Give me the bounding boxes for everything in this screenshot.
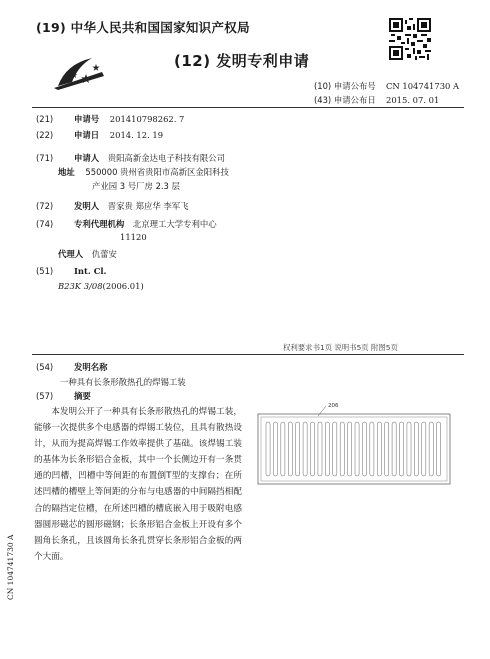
publication-number-value: CN 104741730 A bbox=[386, 81, 460, 91]
inventors bbox=[36, 200, 189, 212]
inventors-value: 晋家贵 郑应华 李军飞 bbox=[107, 201, 189, 211]
slot bbox=[311, 422, 315, 476]
figure-leader-line bbox=[318, 406, 326, 416]
publication-date bbox=[314, 94, 439, 106]
slot bbox=[325, 422, 329, 476]
header-divider bbox=[32, 107, 464, 108]
publication-date-value: 2015. 07. 01 bbox=[386, 95, 440, 105]
patent-agency-label: 专利代理机构 bbox=[74, 219, 125, 229]
applicant-value: 贵阳高新金达电子科技有限公司 bbox=[107, 153, 226, 163]
application-date bbox=[36, 129, 163, 141]
qr-code bbox=[389, 18, 431, 60]
agent bbox=[58, 248, 117, 260]
document-type: (12) 发明专利申请 bbox=[174, 52, 310, 70]
slot bbox=[318, 422, 322, 476]
application-date-code: (22) bbox=[36, 130, 54, 140]
application-number-label: 申请号 bbox=[74, 114, 100, 124]
slot bbox=[362, 422, 366, 476]
slot bbox=[266, 422, 270, 476]
slot bbox=[370, 422, 374, 476]
application-number-value: 201410798262. 7 bbox=[109, 114, 185, 124]
application-date-label: 申请日 bbox=[74, 130, 100, 140]
address-label: 地址 bbox=[58, 167, 75, 177]
abstract-code: (57) bbox=[36, 391, 54, 401]
abstract-text: 本发明公开了一种具有长条形散热孔的焊锡工装，能够一次提供多个电感器的焊锡工装位，且具有散热设计，从而为提高焊锡工作效率提供了基础。该焊锡工装的基体为长条形铝合金板，其中一个长侧边开有一条贯通的凹槽，凹槽中等间距的布置倒T型的支撑台；在所述凹槽的槽壁上等间距的分布与电感器的中间隔挡相配合的隔挡定位槽，在所述凹槽的槽底嵌入用于吸附电感器圆形磁芯的圆形磁钢；长条形铝合金板上开设有多个圆角长条孔，且该圆角长条孔贯穿长条形铝合金板的两个大面。 bbox=[34, 407, 242, 562]
section-divider bbox=[32, 354, 464, 355]
ipc-code: (51) bbox=[36, 266, 54, 276]
abstract-figure bbox=[256, 400, 456, 490]
slot bbox=[414, 422, 418, 476]
figure-reference-label: 206 bbox=[328, 403, 339, 409]
slot bbox=[400, 422, 404, 476]
heat-sink-slots bbox=[266, 422, 441, 476]
patent-agency-code-number: 11120 bbox=[120, 232, 147, 242]
slot bbox=[303, 422, 307, 476]
publication-number-label: (10) 申请公布号 bbox=[314, 81, 376, 91]
slot bbox=[392, 422, 396, 476]
slot bbox=[437, 422, 441, 476]
application-date-value: 2014. 12. 19 bbox=[109, 130, 164, 140]
patent-agency bbox=[36, 218, 217, 230]
slot bbox=[385, 422, 389, 476]
patent-agency-value: 北京理工大学专利中心 bbox=[132, 219, 217, 229]
publication-number bbox=[314, 80, 459, 92]
agent-label: 代理人 bbox=[58, 249, 84, 259]
slot bbox=[407, 422, 411, 476]
ipc-classification bbox=[58, 281, 144, 291]
address-line1: 550000 贵州省贵阳市高新区金阳科技 bbox=[85, 167, 229, 177]
slot bbox=[422, 422, 426, 476]
agent-value: 仇蕾安 bbox=[91, 249, 117, 259]
ipc bbox=[36, 266, 106, 276]
ipc-label: Int. Cl. bbox=[74, 266, 107, 276]
address bbox=[58, 166, 229, 178]
applicant-label: 申请人 bbox=[74, 153, 100, 163]
slot bbox=[340, 422, 344, 476]
invention-title-code: (54) bbox=[36, 362, 54, 372]
inventors-label: 发明人 bbox=[74, 201, 100, 211]
applicant bbox=[36, 152, 225, 164]
slot bbox=[333, 422, 337, 476]
slot bbox=[348, 422, 352, 476]
slot bbox=[273, 422, 277, 476]
address-line2: 产业园 3 号厂房 2.3 层 bbox=[92, 181, 180, 191]
patent-agency-code: (74) bbox=[36, 219, 54, 229]
abstract-label: 摘要 bbox=[74, 391, 91, 401]
side-publication-number: CN 104741730 A bbox=[6, 534, 15, 600]
slot bbox=[281, 422, 285, 476]
slot bbox=[429, 422, 433, 476]
page-count-info: 权利要求书1页 说明书5页 附图5页 bbox=[283, 343, 398, 352]
application-number bbox=[36, 113, 184, 125]
slot bbox=[377, 422, 381, 476]
office-name: (19) 中华人民共和国国家知识产权局 bbox=[36, 20, 250, 35]
slot bbox=[288, 422, 292, 476]
slot bbox=[296, 422, 300, 476]
inventors-code: (72) bbox=[36, 201, 54, 211]
publication-date-label: (43) 申请公布日 bbox=[314, 95, 376, 105]
ipc-version: (2006.01) bbox=[102, 281, 144, 291]
application-number-code: (21) bbox=[36, 114, 54, 124]
cnipa-logo bbox=[52, 52, 108, 92]
invention-title-heading bbox=[36, 361, 108, 373]
abstract-heading bbox=[36, 390, 91, 402]
invention-title-label: 发明名称 bbox=[74, 362, 108, 372]
invention-title: 一种具有长条形散热孔的焊锡工装 bbox=[60, 377, 186, 387]
ipc-class: B23K 3/08 bbox=[58, 281, 103, 291]
slot bbox=[355, 422, 359, 476]
applicant-code: (71) bbox=[36, 153, 54, 163]
